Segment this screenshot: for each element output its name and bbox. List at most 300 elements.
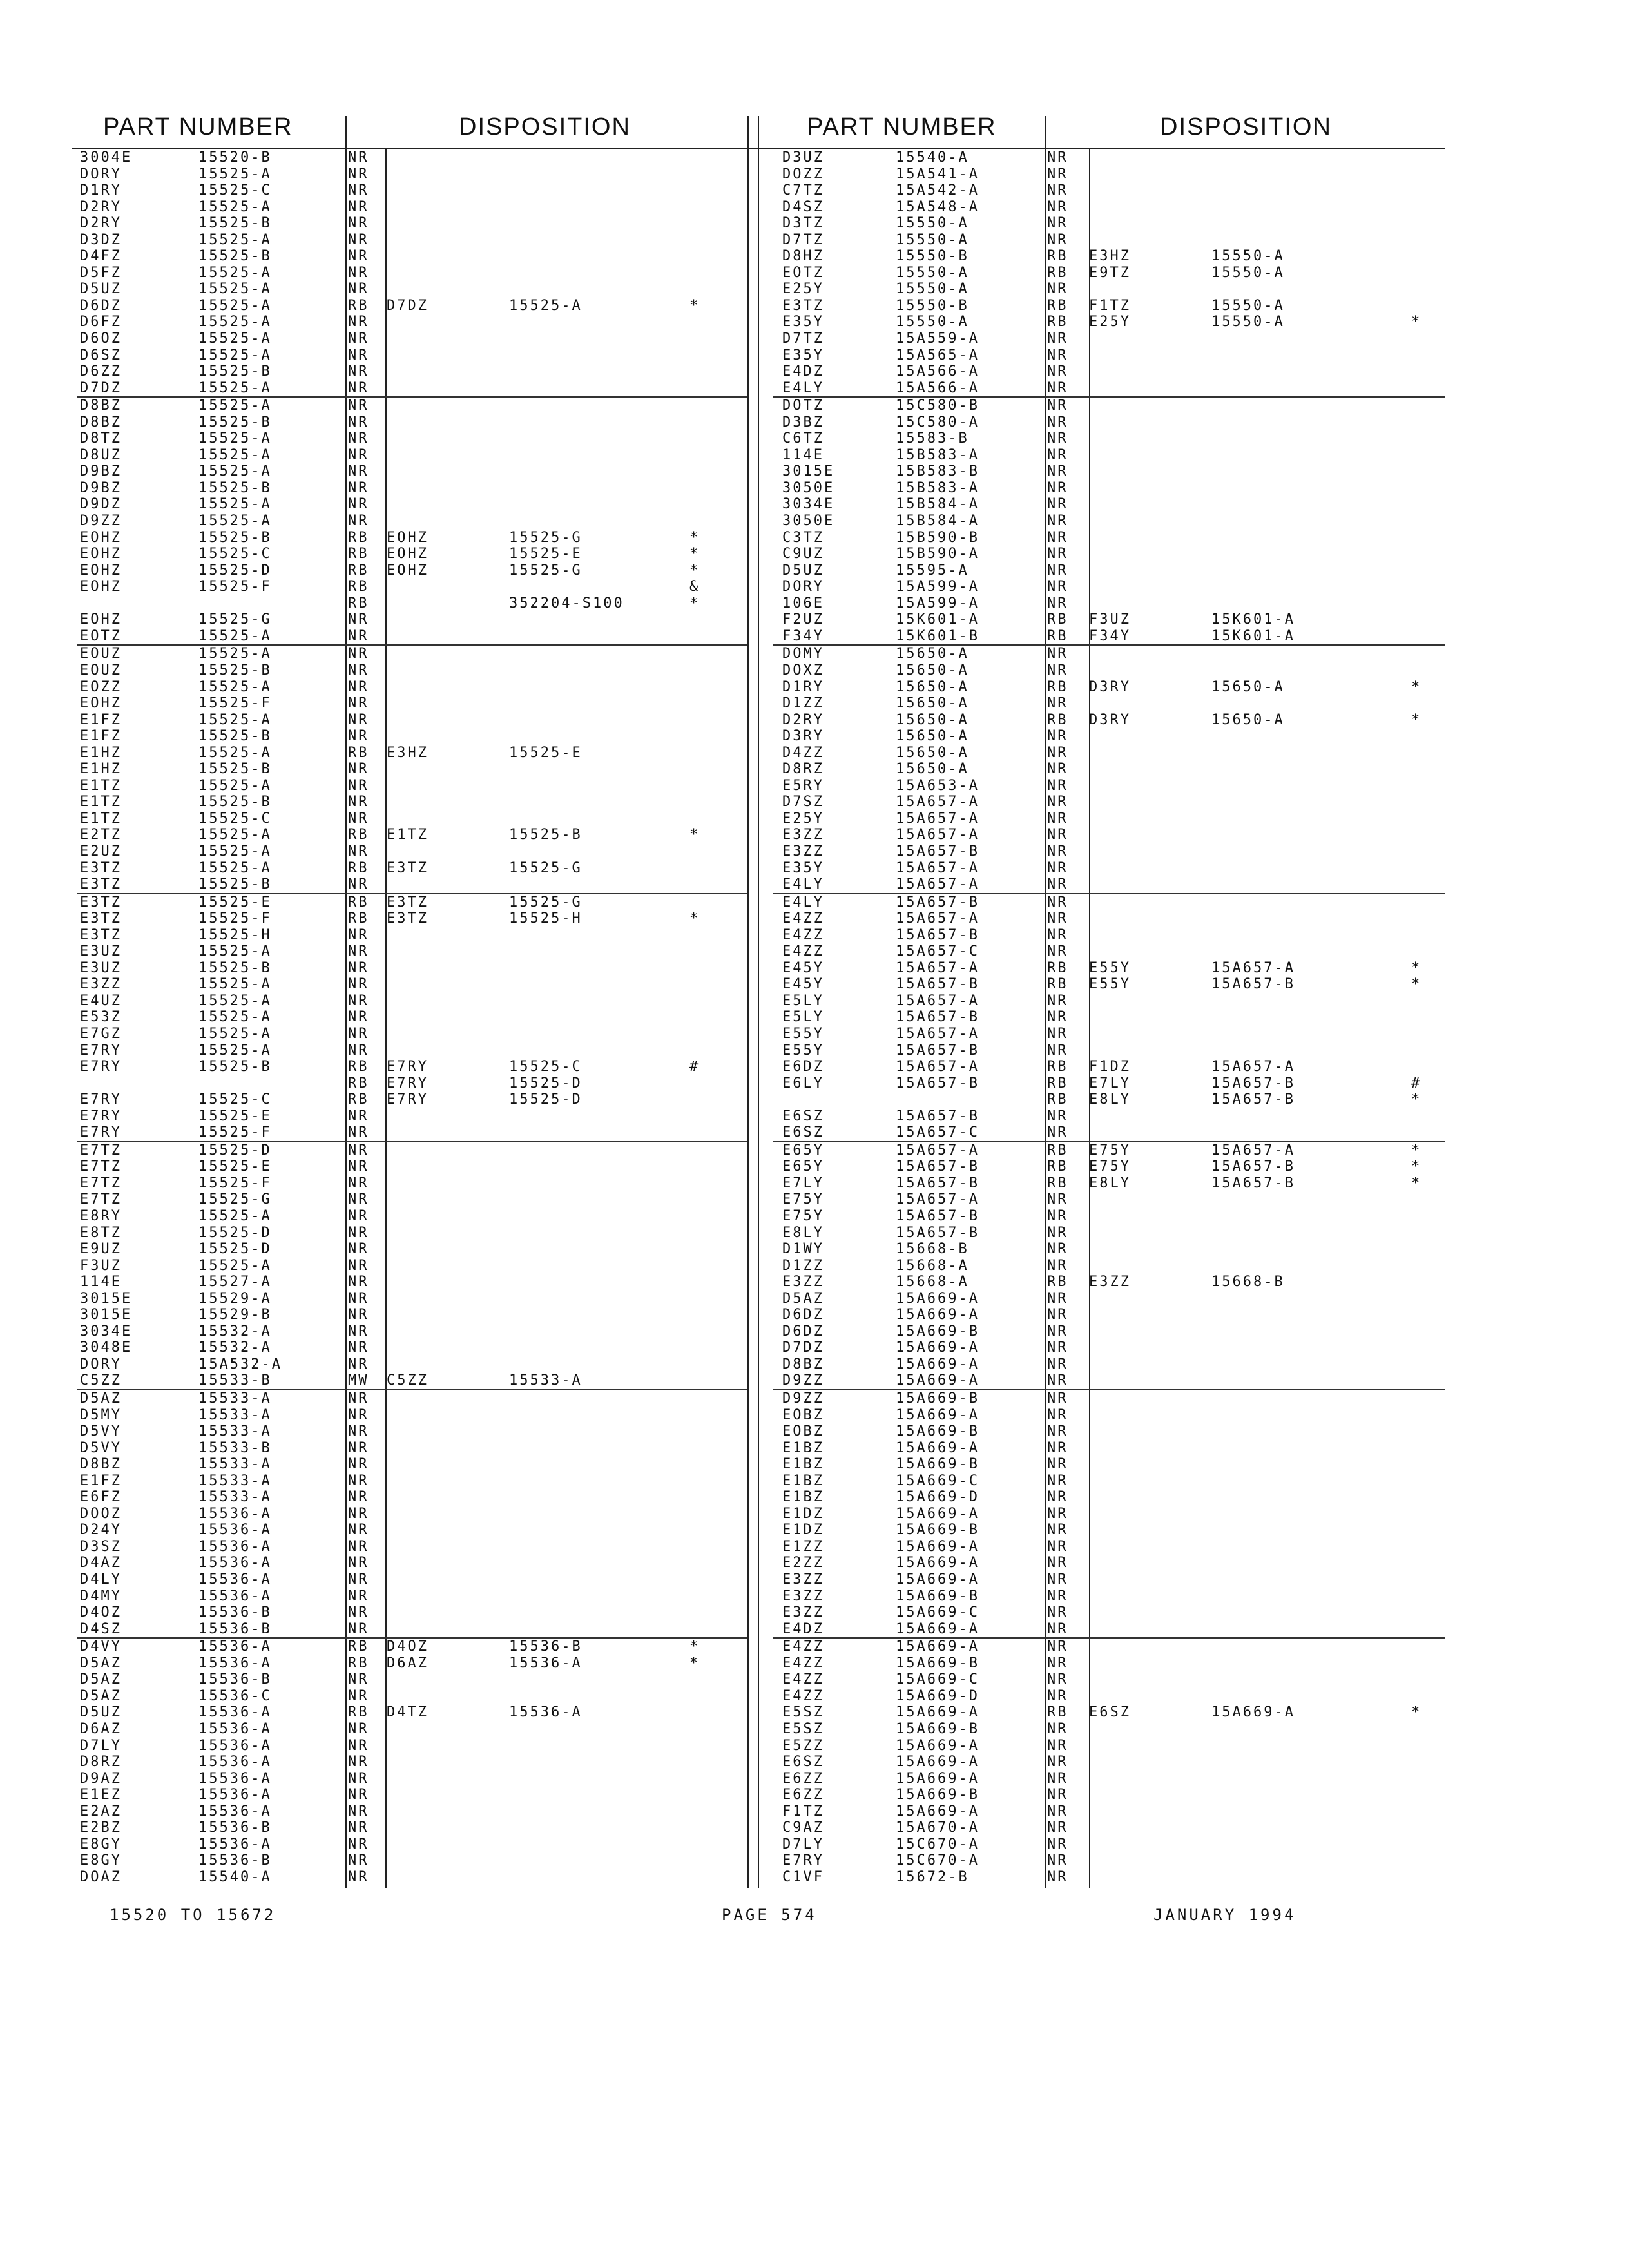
replacement-prefix: E3TZ <box>387 910 429 927</box>
disposition-code: RB <box>348 546 369 562</box>
part-number: 15C670-A <box>896 1852 979 1869</box>
disposition-code: RB <box>348 1091 369 1108</box>
disposition-code: NR <box>1047 992 1068 1009</box>
disposition-code: NR <box>348 513 369 530</box>
part-prefix: D5UZ <box>80 1704 122 1721</box>
disposition-code: NR <box>348 347 369 363</box>
table-row <box>77 927 747 944</box>
part-number: 15525-A <box>198 744 272 761</box>
disposition-code: NR <box>1047 1737 1068 1754</box>
table-row <box>77 166 747 183</box>
part-prefix: 106E <box>782 595 824 611</box>
replacement-number: 15550-A <box>1211 297 1285 314</box>
disposition-code: NR <box>1047 1754 1068 1771</box>
table-row <box>773 1539 1445 1555</box>
table-row <box>773 1604 1445 1621</box>
part-prefix: 3015E <box>782 463 835 480</box>
table-row <box>77 960 747 977</box>
table-row <box>773 1158 1445 1175</box>
table-row <box>773 1059 1445 1075</box>
table-row <box>773 579 1445 595</box>
table-row <box>773 562 1445 579</box>
part-number: 15A669-D <box>896 1687 979 1704</box>
table-row <box>773 1506 1445 1523</box>
part-prefix: E6ZZ <box>782 1770 824 1787</box>
table-row <box>773 662 1445 679</box>
part-prefix: E65Y <box>782 1158 824 1175</box>
part-prefix: 114E <box>782 447 824 463</box>
table-row <box>77 910 747 927</box>
part-number: 15533-B <box>198 1439 272 1456</box>
table-row <box>773 811 1445 827</box>
disposition-code: RB <box>1047 628 1068 644</box>
table-row <box>77 1323 747 1340</box>
table-row <box>77 1688 747 1705</box>
part-prefix: E4ZZ <box>782 927 824 943</box>
part-prefix: E1TZ <box>80 777 122 794</box>
right-disposition-header: DISPOSITION <box>1160 113 1332 140</box>
replacement-prefix: D3RY <box>1089 711 1131 728</box>
part-prefix: D8BZ <box>80 398 122 414</box>
replacement-number: 15A657-B <box>1211 1075 1295 1091</box>
table-row <box>77 1637 747 1655</box>
part-number: 15536-A <box>198 1737 272 1754</box>
disposition-code: RB <box>1047 248 1068 265</box>
table-row <box>773 215 1445 232</box>
disposition-code: RB <box>1047 976 1068 993</box>
table-row <box>77 298 747 314</box>
part-prefix: D2RY <box>80 198 122 215</box>
disposition-code: NR <box>348 363 369 380</box>
part-number: 15A669-B <box>896 1522 979 1539</box>
part-number: 15C670-A <box>896 1836 979 1852</box>
disposition-code: NR <box>348 1571 369 1588</box>
part-number: 15550-A <box>896 281 969 298</box>
part-number: 15A657-B <box>896 1042 979 1059</box>
table-row <box>77 1456 747 1473</box>
table-row <box>773 712 1445 729</box>
part-prefix: E5ZZ <box>782 1737 824 1754</box>
part-prefix: E2BZ <box>80 1820 122 1836</box>
disposition-code: NR <box>348 646 369 662</box>
table-row <box>77 1208 747 1225</box>
part-number: 15595-A <box>896 562 969 579</box>
replacement-prefix: E9TZ <box>1089 264 1131 281</box>
part-prefix: C9UZ <box>782 546 824 562</box>
disposition-code: NR <box>1047 414 1068 430</box>
part-prefix: D24Y <box>80 1522 122 1539</box>
part-number: 15525-A <box>198 1025 272 1042</box>
part-prefix: E8TZ <box>80 1224 122 1241</box>
part-prefix: E35Y <box>782 347 824 363</box>
replacement-number: 15525-D <box>509 1091 583 1108</box>
disposition-code: NR <box>1047 182 1068 199</box>
table-row <box>773 1456 1445 1473</box>
disposition-code: NR <box>1047 1407 1068 1423</box>
part-number: 15A669-C <box>896 1671 979 1688</box>
replacement-prefix: E3HZ <box>387 744 429 761</box>
part-number: 15A669-C <box>896 1604 979 1621</box>
part-prefix: D9ZZ <box>782 1372 824 1389</box>
part-number: 15C580-B <box>896 398 979 414</box>
disposition-code: RB <box>1047 1142 1068 1158</box>
part-number: 15525-A <box>198 347 272 363</box>
part-number: 15525-C <box>198 546 272 562</box>
disposition-code: NR <box>348 695 369 712</box>
part-prefix: DOZZ <box>782 166 824 182</box>
part-number: 15A657-A <box>896 910 979 927</box>
part-number: 15532-A <box>198 1323 272 1340</box>
part-prefix: EOZZ <box>80 678 122 695</box>
part-prefix: E6LY <box>782 1075 824 1091</box>
part-number: 15525-A <box>198 166 272 182</box>
table-row <box>773 331 1445 347</box>
table-row <box>773 1489 1445 1506</box>
table-row <box>77 728 747 745</box>
table-row <box>77 1655 747 1672</box>
table-row <box>77 199 747 216</box>
table-row <box>77 876 747 893</box>
disposition-code: NR <box>348 1340 369 1356</box>
table-row <box>773 1671 1445 1688</box>
table-row <box>77 893 747 911</box>
part-prefix: D4MY <box>80 1588 122 1604</box>
part-prefix: E5SZ <box>782 1704 824 1721</box>
disposition-code: NR <box>348 1754 369 1771</box>
disposition-code: RB <box>348 894 369 910</box>
disposition-code: RB <box>1047 264 1068 281</box>
table-row <box>773 1241 1445 1258</box>
disposition-code: NR <box>348 959 369 976</box>
disposition-code: NR <box>1047 347 1068 363</box>
part-prefix: E2AZ <box>80 1803 122 1820</box>
replacement-number: 15525-D <box>509 1075 583 1091</box>
part-number: 15A669-B <box>896 1456 979 1473</box>
part-number: 15A669-B <box>896 1720 979 1737</box>
disposition-code: NR <box>1047 827 1068 843</box>
part-number: 15A657-A <box>896 959 979 976</box>
table-row <box>77 1274 747 1291</box>
part-number: 15525-A <box>198 1009 272 1026</box>
replacement-prefix: E3ZZ <box>1089 1274 1131 1291</box>
table-row <box>773 827 1445 843</box>
replacement-number: 15525-G <box>509 529 583 546</box>
disposition-code: NR <box>1047 1687 1068 1704</box>
part-prefix: E7LY <box>782 1175 824 1191</box>
disposition-code: NR <box>348 1241 369 1258</box>
table-row <box>773 1771 1445 1787</box>
part-number: 15532-A <box>198 1340 272 1356</box>
part-number: 15525-A <box>198 628 272 644</box>
table-row <box>77 530 747 546</box>
part-prefix: DORY <box>80 1356 122 1372</box>
part-number: 15525-A <box>198 496 272 513</box>
part-number: 15A669-A <box>896 1571 979 1588</box>
table-row <box>77 232 747 249</box>
disposition-code: RB <box>1047 297 1068 314</box>
note-mark: * <box>689 827 700 843</box>
part-prefix: D3DZ <box>80 231 122 248</box>
part-number: 15536-B <box>198 1604 272 1621</box>
part-prefix: EOHZ <box>80 546 122 562</box>
part-number: 15525-B <box>198 959 272 976</box>
table-row <box>773 1141 1445 1159</box>
disposition-code: NR <box>348 1522 369 1539</box>
replacement-prefix: E7RY <box>387 1091 429 1108</box>
part-number: 15525-B <box>198 363 272 380</box>
part-prefix: E7TZ <box>80 1142 122 1158</box>
table-row <box>773 611 1445 628</box>
part-number: 15A657-A <box>896 1191 979 1208</box>
part-number: 15B583-B <box>896 463 979 480</box>
replacement-prefix: EOHZ <box>387 529 429 546</box>
replacement-number: 15A657-B <box>1211 976 1295 993</box>
disposition-code: NR <box>1047 1356 1068 1372</box>
disposition-code: NR <box>348 1820 369 1836</box>
part-number: 15A657-B <box>896 1009 979 1026</box>
table-row <box>77 1571 747 1588</box>
part-number: 15550-A <box>896 215 969 232</box>
part-number: 15525-D <box>198 562 272 579</box>
part-prefix: E35Y <box>782 314 824 331</box>
part-number: 15668-A <box>896 1257 969 1274</box>
disposition-code: NR <box>1047 646 1068 662</box>
disposition-code: NR <box>1047 728 1068 745</box>
part-prefix: EOUZ <box>80 662 122 678</box>
table-row <box>773 778 1445 794</box>
part-prefix: E7TZ <box>80 1191 122 1208</box>
table-row <box>773 745 1445 762</box>
disposition-code: NR <box>1047 1372 1068 1389</box>
disposition-code: NR <box>348 215 369 232</box>
part-prefix: D8BZ <box>782 1356 824 1372</box>
table-row <box>77 794 747 811</box>
part-prefix: D5AZ <box>80 1687 122 1704</box>
table-row <box>773 1091 1445 1108</box>
part-prefix: E25Y <box>782 810 824 827</box>
replacement-prefix: E7LY <box>1089 1075 1131 1091</box>
table-row <box>77 463 747 480</box>
disposition-code: NR <box>348 1538 369 1555</box>
table-row <box>77 1506 747 1523</box>
note-mark: # <box>1411 1075 1422 1091</box>
part-number: 15C580-A <box>896 414 979 430</box>
disposition-code: NR <box>348 1290 369 1307</box>
part-prefix: D4ZZ <box>782 744 824 761</box>
part-prefix: F2UZ <box>782 611 824 628</box>
disposition-code: NR <box>1047 1820 1068 1836</box>
part-number: 15525-A <box>198 843 272 860</box>
table-row <box>77 396 747 414</box>
part-number: 15A657-A <box>896 810 979 827</box>
part-prefix: E4ZZ <box>782 1671 824 1688</box>
part-prefix: EOHZ <box>80 562 122 579</box>
part-prefix: E3TZ <box>782 297 824 314</box>
disposition-code: NR <box>1047 695 1068 712</box>
table-row <box>77 1771 747 1787</box>
disposition-code: NR <box>1047 894 1068 910</box>
table-row <box>77 1009 747 1026</box>
table-row <box>77 1787 747 1803</box>
part-number: 15525-A <box>198 314 272 331</box>
disposition-code: NR <box>348 1423 369 1440</box>
table-row <box>77 1473 747 1490</box>
part-number: 15A653-A <box>896 777 979 794</box>
disposition-code: RB <box>348 744 369 761</box>
table-row <box>773 1704 1445 1721</box>
part-number: 15536-A <box>198 1754 272 1771</box>
disposition-code: NR <box>1047 761 1068 778</box>
disposition-code: NR <box>348 1009 369 1026</box>
part-number: 15A669-C <box>896 1472 979 1489</box>
table-row <box>77 1407 747 1424</box>
disposition-code: NR <box>348 943 369 960</box>
part-prefix: D7TZ <box>782 331 824 347</box>
part-prefix: D1RY <box>80 182 122 199</box>
part-number: 15525-A <box>198 264 272 281</box>
disposition-code: NR <box>1047 1108 1068 1124</box>
disposition-code: NR <box>1047 1472 1068 1489</box>
table-row <box>773 1026 1445 1043</box>
part-prefix: D4SZ <box>782 198 824 215</box>
part-prefix: 3050E <box>782 513 835 530</box>
table-row <box>773 347 1445 364</box>
part-number: 15A657-B <box>896 927 979 943</box>
part-prefix: D4LY <box>80 1571 122 1588</box>
note-mark: * <box>689 297 700 314</box>
part-number: 15533-B <box>198 1372 272 1389</box>
replacement-number: 15536-B <box>509 1639 583 1655</box>
part-number: 15A559-A <box>896 331 979 347</box>
table-row <box>77 1852 747 1869</box>
table-row <box>77 149 747 166</box>
table-row <box>773 182 1445 199</box>
part-number: 15536-C <box>198 1687 272 1704</box>
note-mark: * <box>689 546 700 562</box>
disposition-code: RB <box>348 1655 369 1671</box>
disposition-code: NR <box>1047 1555 1068 1571</box>
right-part-number-header: PART NUMBER <box>807 113 997 140</box>
part-prefix: E5LY <box>782 992 824 1009</box>
part-number: 15525-A <box>198 777 272 794</box>
part-number: 15A532-A <box>198 1356 282 1372</box>
disposition-code: NR <box>348 678 369 695</box>
table-row <box>77 943 747 960</box>
part-prefix: E4ZZ <box>782 910 824 927</box>
part-number: 15668-A <box>896 1274 969 1291</box>
part-number: 15536-A <box>198 1787 272 1803</box>
table-row <box>77 712 747 729</box>
footer-range: 15520 TO 15672 <box>110 1906 276 1924</box>
disposition-code: NR <box>348 1042 369 1059</box>
part-prefix: DORY <box>80 166 122 182</box>
replacement-number: 15A657-B <box>1211 1091 1295 1108</box>
note-mark: * <box>1411 976 1422 993</box>
disposition-code: RB <box>1047 1175 1068 1191</box>
disposition-code: NR <box>348 1787 369 1803</box>
part-number: 15650-A <box>896 646 969 662</box>
part-number: 15529-A <box>198 1290 272 1307</box>
table-row <box>773 380 1445 397</box>
disposition-code: NR <box>348 927 369 943</box>
replacement-prefix: F1TZ <box>1089 297 1131 314</box>
part-prefix: E3ZZ <box>782 843 824 860</box>
disposition-code: NR <box>348 1407 369 1423</box>
part-number: 15A657-A <box>896 1059 979 1075</box>
part-prefix: D7DZ <box>782 1340 824 1356</box>
part-number: 15A669-B <box>896 1423 979 1440</box>
part-prefix: E8LY <box>782 1224 824 1241</box>
part-number: 15525-C <box>198 1091 272 1108</box>
table-row <box>77 1356 747 1373</box>
table-row <box>773 1389 1445 1407</box>
note-mark: * <box>1411 711 1422 728</box>
disposition-code: NR <box>348 876 369 893</box>
part-number: 15650-A <box>896 711 969 728</box>
left-part-number-header: PART NUMBER <box>103 113 293 140</box>
disposition-code: NR <box>1047 479 1068 496</box>
part-number: 15A657-A <box>896 992 979 1009</box>
part-number: 15668-B <box>896 1241 969 1258</box>
part-number: 15525-D <box>198 1241 272 1258</box>
part-prefix: E7TZ <box>80 1175 122 1191</box>
part-prefix: E1FZ <box>80 711 122 728</box>
disposition-code: NR <box>1047 1538 1068 1555</box>
part-number: 15533-A <box>198 1489 272 1506</box>
disposition-code: NR <box>348 1025 369 1042</box>
disposition-code: NR <box>1047 1191 1068 1208</box>
table-row <box>77 1489 747 1506</box>
table-row <box>773 1075 1445 1092</box>
part-prefix: C1VF <box>782 1869 824 1885</box>
part-number: 15525-A <box>198 297 272 314</box>
table-row <box>773 1655 1445 1672</box>
part-prefix: E7RY <box>80 1108 122 1124</box>
part-number: 15525-G <box>198 611 272 628</box>
part-number: 15650-A <box>896 662 969 678</box>
replacement-number: 15525-C <box>509 1059 583 1075</box>
part-prefix: C7TZ <box>782 182 824 199</box>
part-prefix: E45Y <box>782 976 824 993</box>
replacement-prefix: D7DZ <box>387 297 429 314</box>
table-row <box>773 1274 1445 1291</box>
part-number: 15A657-A <box>896 827 979 843</box>
disposition-code: NR <box>1047 1852 1068 1869</box>
replacement-number: 352204-S100 <box>509 595 624 611</box>
part-number: 15B590-B <box>896 529 979 546</box>
replacement-number: 15650-A <box>1211 711 1285 728</box>
part-prefix: E6ZZ <box>782 1787 824 1803</box>
table-row <box>773 1208 1445 1225</box>
part-prefix: F34Y <box>782 628 824 644</box>
part-number: 15550-B <box>896 297 969 314</box>
replacement-prefix: E55Y <box>1089 976 1131 993</box>
part-prefix: D4VY <box>80 1639 122 1655</box>
part-prefix: E25Y <box>782 281 824 298</box>
part-number: 15536-A <box>198 1571 272 1588</box>
disposition-code: NR <box>1047 1620 1068 1637</box>
part-number: 15A657-A <box>896 876 979 893</box>
table-row <box>773 993 1445 1010</box>
part-number: 15525-B <box>198 414 272 430</box>
part-number: 15525-H <box>198 927 272 943</box>
part-prefix: E45Y <box>782 959 824 976</box>
replacement-number: 15525-G <box>509 894 583 910</box>
part-prefix: 3048E <box>80 1340 133 1356</box>
disposition-code: NR <box>348 1671 369 1688</box>
table-row <box>773 1258 1445 1274</box>
part-number: 15A566-A <box>896 363 979 380</box>
